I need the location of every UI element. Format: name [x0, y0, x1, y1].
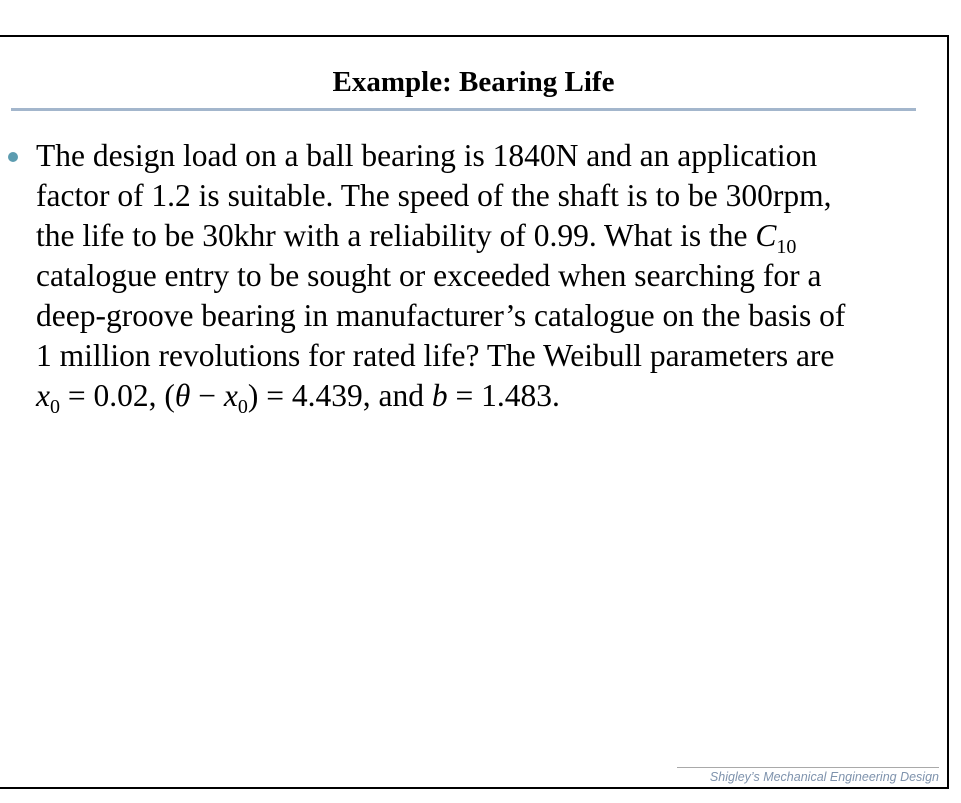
b-variable: b [431, 378, 448, 413]
x0-variable: x [36, 378, 50, 413]
b-value: = 1.483. [447, 378, 560, 413]
statement-line-2: factor of 1.2 is suitable. The speed of the shaft is to be 300rpm, [36, 178, 832, 213]
x0-variable-2: x [223, 378, 238, 413]
x0-value: = 0.02, ( [59, 378, 175, 413]
theta-variable: θ [174, 378, 191, 413]
statement-line-4: catalogue entry to be sought or exceeded when searching for a [36, 258, 822, 293]
slide-title: Example: Bearing Life [332, 66, 615, 98]
theta-value: ) = 4.439, and [247, 378, 432, 413]
statement-line-3-text: the life to be 30khr with a reliability of 0.99. What is the [36, 218, 756, 253]
statement-line-5: deep-groove bearing in manufacturer’s catalogue on the basis of [36, 298, 846, 333]
title-divider [11, 108, 916, 111]
x0-subscript: 0 [49, 396, 60, 418]
x0-subscript-2: 0 [237, 396, 248, 418]
footer-source: Shigley’s Mechanical Engineering Design [677, 767, 939, 784]
statement-line-6: 1 million revolutions for rated life? The Weibull parameters are [36, 338, 835, 373]
problem-statement [36, 136, 921, 416]
minus-sign: − [190, 378, 224, 413]
bullet-dot-icon [8, 152, 18, 162]
slide-frame [0, 35, 949, 789]
statement-line-1: The design load on a ball bearing is 1840N and an application [36, 138, 818, 173]
c10-subscript: 10 [776, 236, 797, 258]
statement-line-3 [36, 216, 921, 256]
statement-line-7 [36, 376, 921, 416]
c10-variable: C [755, 218, 777, 253]
